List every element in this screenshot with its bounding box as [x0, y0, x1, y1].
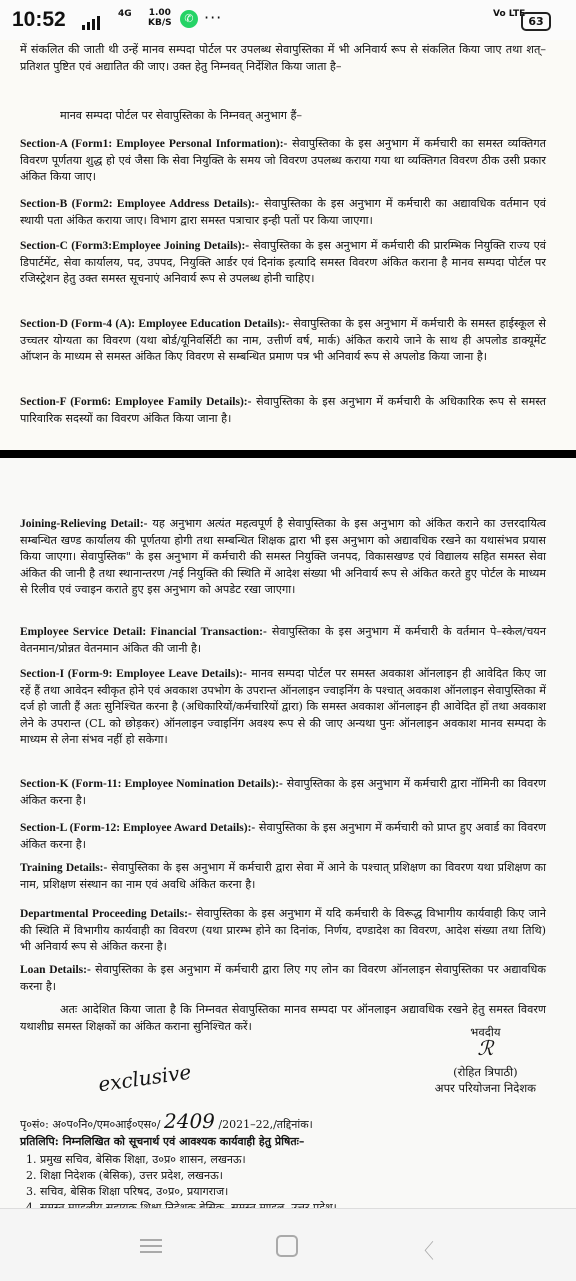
- section-d: [20, 316, 546, 366]
- speed-unit: KB/S: [148, 18, 172, 28]
- document-page-2: [0, 458, 576, 1208]
- recent-apps-button[interactable]: [140, 1235, 162, 1257]
- more-notifications-icon: ···: [204, 8, 223, 27]
- section-text: सेवापुस्तिका के इस अनुभाग में कर्मचारी द्वारा सेवा में आने के पश्चात् प्रशिक्षण का विवरण यथा प्रशिक्षण का नाम, प्रशिक्षण संस्थान का नाम एवं अवधि अंकित करना है।: [20, 861, 546, 891]
- section-c: [20, 238, 546, 288]
- section-text: सेवापुस्तिका के इस अनुभाग में कर्मचारी की प्रारम्भिक नियुक्ति राज्य एवं डिपार्टमेंट, सेवा कार्यालय, पद, उपपद, नियुक्ति आर्डर एवं दिनांक इत्यादि समस्त विवरण अंकित कराना है मानव सम्पदा पोर्टल पर रजिस्ट्रेशन हेतु उक्त समस्त सूचनाएं अनिवार्य रूप से उपलब्ध होनी चाहिए।: [20, 239, 546, 285]
- exclusive-watermark: exclusive: [96, 1059, 193, 1097]
- network-type: 4G: [118, 9, 132, 19]
- section-text: सेवापुस्तिका के इस अनुभाग में कर्मचारी के वर्तमान पे–स्केल/चयन वेतनमान/प्रोन्नत वेतनमान अंकित की जानी है।: [20, 625, 546, 655]
- signatory-name: (रोहित त्रिपाठी): [453, 1065, 518, 1079]
- network-speed: [148, 8, 172, 28]
- signatory-designation: अपर परियोजना निदेशक: [434, 1081, 536, 1095]
- reference-number: 2409: [164, 1109, 215, 1133]
- section-title: Section-F (Form6: Employee Family Details):-: [20, 396, 252, 408]
- section-title: Training Details:-: [20, 862, 108, 874]
- section-text: सेवापुस्तिका के इस अनुभाग में कर्मचारी का अद्यावधिक वर्तमान एवं स्थायी पता अंकित कराया जाए। विभाग द्वारा समस्त पत्राचार इन्ही पतों पर किया जाएगा।: [20, 197, 547, 227]
- document-page-1: [0, 40, 576, 450]
- section-title: Section-K (Form-11: Employee Nomination Details):-: [20, 778, 283, 790]
- section-title: Section-C (Form3:Employee Joining Details):-: [20, 240, 250, 252]
- reference-line: [20, 1109, 550, 1133]
- section-f: [20, 394, 546, 427]
- status-bar: [0, 0, 576, 40]
- joining-relieving-detail: [20, 516, 546, 599]
- closing-paragraph: अतः आदेशित किया जाता है कि निम्नवत सेवापुस्तिका मानव सम्पदा पर ऑनलाइन अद्यावधिक रखने हेतु समस्त विवरण यथाशीघ्र समस्त शिक्षकों का अंकित कराना सुनिश्चित करें।: [20, 1003, 546, 1033]
- signal-icon: [82, 14, 100, 30]
- departmental-proceeding-details: [20, 906, 546, 956]
- section-title: Section-D (Form-4 (A): Employee Education Details):-: [20, 318, 290, 330]
- section-title: Employee Service Detail: Financial Transaction:-: [20, 626, 267, 638]
- battery-icon: 63: [521, 12, 551, 31]
- employee-service-detail: [20, 624, 546, 657]
- section-text: यह अनुभाग अत्यंत महत्वपूर्ण है सेवापुस्तिका के इस अनुभाग को अंकित कराने का उत्तरदायित्व सम्बन्धित खण्ड कार्यालय की पूर्णतया होगी तथा सम्बन्धित शिक्षक द्वारा भी इस अनुभाग को अद्यावधिक रखने का यथासंभव प्रयास किया जाएगा। सेवापुस्तिक" के इस अनुभाग में कर्मचारी की समस्त नियुक्ति जनपद, विकासखण्ड एवं विद्यालय सहित समस्त सेवा अंकित की जानी है तथा स्थानान्तरण /नई नियुक्ति की स्थिति में आदेश संख्या भी अनिवार्य रूप से अंकित करते हुए पोर्टल के माध्यम से रिलीव एवं ज्वाइन कराते हुए इस अनुभाग को अपडेट रखा जाएगा।: [20, 517, 546, 596]
- section-title: Departmental Proceeding Details:-: [20, 908, 192, 920]
- section-title: Section-I (Form-9: Employee Leave Details):-: [20, 668, 247, 680]
- section-text: सेवापुस्तिका के इस अनुभाग में कर्मचारी द्वारा नॉमिनी का विवरण अंकित करना है।: [20, 777, 546, 807]
- valediction: भवदीय: [470, 1025, 501, 1039]
- navigation-bar: [0, 1208, 576, 1281]
- section-l: [20, 820, 546, 853]
- speed-value: 1.00: [148, 8, 171, 18]
- sections-heading: मानव सम्पदा पोर्टल पर सेवापुस्तिका के निम्नवत् अनुभाग हैं–: [60, 109, 302, 122]
- status-time: 10:52: [12, 8, 66, 31]
- section-title: Section-A (Form1: Employee Personal Information):-: [20, 138, 288, 150]
- section-text: सेवापुस्तिका के इस अनुभाग में कर्मचारी द्वारा लिए गए लोन का विवरण ऑनलाइन सेवापुस्तिका पर अद्यावधिक करना है।: [20, 963, 546, 993]
- section-title: Joining-Relieving Detail:-: [20, 518, 148, 530]
- section-text: सेवापुस्तिका के इस अनुभाग में कर्मचारी का समस्त व्यक्तिगत विवरण पूर्णतया शुद्ध हो एवं जैसा कि सेवा नियुक्ति के समय जो विवरण उपलब्ध कराया गया था व्यक्तिगत विवरण ठीक उसी प्रकार अंकित किया जाए।: [20, 137, 546, 183]
- volte-indicator: Vo LTE: [493, 9, 526, 19]
- list-item: 3. सचिव, बेसिक शिक्षा परिषद, उ०प्र०, प्रयागराज।: [40, 1184, 550, 1200]
- section-i: [20, 666, 546, 749]
- section-text: सेवापुस्तिका के इस अनुभाग में यदि कर्मचारी के विरूद्ध विभागीय कार्यवाही किए जाने की स्थिति में विभागीय कार्यवाही का विवरण (यथा प्रारम्भ होने का दिनांक, निर्णय, दण्डादेश का विवरण, आदेश संख्या तथा तिथि) भी अनिवार्य रूप से अंकित करना है।: [20, 907, 547, 953]
- intro-paragraph: में संकलित की जाती थी उन्हें मानव सम्पदा पोर्टल पर उपलब्ध सेवापुस्तिका में भी अनिवार्य रूप से संकलित किया जाए तथा शत्–प्रतिशत पुष्टित एवं अद्यातित की जाए। उक्त हेतु निम्नवत् निर्देशित किया जाता है–: [20, 43, 546, 73]
- home-button[interactable]: [276, 1235, 298, 1257]
- training-details: [20, 860, 546, 893]
- section-a: [20, 136, 546, 186]
- reference-suffix: /2021–22,/तद्दिनांक।: [218, 1118, 313, 1131]
- section-title: Loan Details:-: [20, 964, 91, 976]
- copy-list: [20, 1134, 550, 1216]
- list-item: 1. प्रमुख सचिव, बेसिक शिक्षा, उ०प्र० शासन, लखनऊ।: [40, 1152, 550, 1168]
- signature-block: [435, 1024, 536, 1096]
- reference-prefix: पृ०सं०: अ०प०नि०/एम०आई०एस०/: [20, 1118, 161, 1131]
- section-text: मानव सम्पदा पोर्टल पर समस्त अवकाश ऑनलाइन ही आवेदित किए जा रहें हैं तथा आवेदन स्वीकृत होने एवं अवकाश उपभोग के उपरान्त ऑनलाइन ज्वाइनिंग के पश्चात् अवकाश ऑनलाइन सेवापुस्तिका में दर्ज हो जाती हैं अतः सुनिश्चित करना है (अधिकारियों/कर्मचारियों द्वारा) कि समस्त अवकाश ऑनलाइन ही आवेदित हों तथा अवकाश लेने के उपरान्त (CL को छोड़कर) ऑनलाइन ज्वाइनिंग अवश्य रूप से की जाए अन्यथा पुनः ऑनलाइन अवकाश मानव सम्पदा के माध्यम से लेना संभव नहीं हो सकेगा।: [20, 667, 546, 746]
- list-item: 2. शिक्षा निदेशक (बेसिक), उत्तर प्रदेश, लखनऊ।: [40, 1168, 550, 1184]
- loan-details: [20, 962, 546, 995]
- section-text: सेवापुस्तिका के इस अनुभाग में कर्मचारी को प्राप्त हुए अवार्ड का विवरण अंकित करना है।: [20, 821, 546, 851]
- section-title: Section-B (Form2: Employee Address Details):-: [20, 198, 259, 210]
- copy-heading: प्रतिलिपि: निम्नलिखित को सूचनार्थ एवं आवश्यक कार्यवाही हेतु प्रेषितः–: [20, 1135, 305, 1148]
- section-text: सेवापुस्तिका के इस अनुभाग में कर्मचारी के समस्त हाईस्कूल से उच्चतर योग्यता का विवरण (यथा बोर्ड/यूनिवर्सिटी का नाम, उत्तीर्ण वर्ष, मार्क) अंकित कराये जाने के साथ ही अपलोड डाक्यूमेंट ऑप्शन के माध्यम से समस्त अंकित किए विवरण से सम्बन्धित प्रमाण पत्र भी अनिवार्य रूप से अपलोड किया जाना है।: [20, 317, 546, 363]
- handwritten-signature: ℛ: [477, 1036, 494, 1060]
- copy-recipients: [40, 1152, 550, 1216]
- section-text: सेवापुस्तिका के इस अनुभाग में कर्मचारी के अधिकारिक रूप से समस्त पारिवारिक सदस्यों का विवरण अंकित किया जाना है।: [20, 395, 546, 425]
- section-b: [20, 196, 546, 229]
- whatsapp-icon: ✆: [180, 10, 198, 28]
- back-button[interactable]: 〈: [414, 1239, 434, 1263]
- section-k: [20, 776, 546, 809]
- section-title: Section-L (Form-12: Employee Award Details):-: [20, 822, 256, 834]
